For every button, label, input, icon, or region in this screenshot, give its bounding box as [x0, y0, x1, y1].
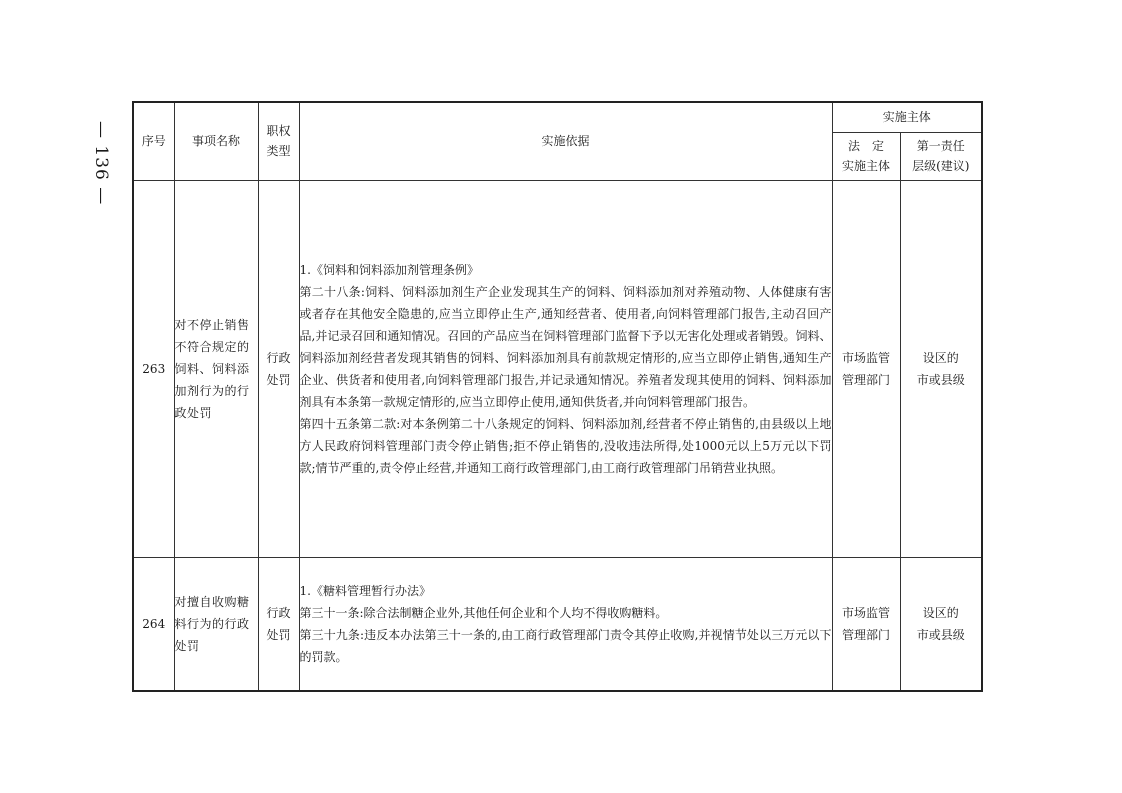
table-row: [133, 557, 982, 691]
header-basis: 实施依据: [299, 102, 832, 180]
row-legal-line2: 管理部门: [841, 627, 890, 642]
row-level-line1: 设区的: [922, 605, 959, 620]
basis-title: 1.《糖料管理暂行办法》: [299, 583, 431, 598]
header-level-line1: 第一责任: [916, 139, 965, 153]
row-item-name: 对擅自收购糖料行为的行政处罚: [174, 557, 258, 691]
basis-article: 第三十一条:除合法制糖企业外,其他任何企业和个人均不得收购糖料。: [299, 605, 668, 620]
basis-article: 第三十九条:违反本办法第三十一条的,由工商行政管理部门责令其停止收购,并视情节处以三万元以下的罚款。: [299, 627, 832, 664]
row-seq: 264: [133, 557, 174, 691]
row-type-line2: 处罚: [266, 627, 291, 642]
enforcement-items-table: [132, 101, 983, 692]
header-item-name: 事项名称: [174, 102, 258, 180]
row-responsibility-level: [900, 557, 982, 691]
row-legal-line1: 市场监管: [841, 350, 890, 365]
basis-article: 第二十八条:饲料、饲料添加剂生产企业发现其生产的饲料、饲料添加剂对养殖动物、人体健康有害或者存在其他安全隐患的,应当立即停止生产,通知经营者、使用者,向饲料管理部门报告,主动召回产品,并记录召回和通知情况。召回的产品应当在饲料管理部门监督下予以无害化处理或者销毁。饲料、饲料添加剂经营者发现其销售的饲料、饲料添加剂具有前款规定情形的,应当立即停止销售,通知生产企业、供货者和使用者,向饲料管理部门报告,并记录通知情况。养殖者发现其使用的饲料、饲料添加剂具有本条第一款规定情形的,应当立即停止使用,通知供货者,并向饲料管理部门报告。: [299, 284, 832, 409]
header-level-line2: 层级(建议): [912, 159, 970, 173]
header-legal-line2: 实施主体: [841, 159, 890, 173]
header-seq: 序号: [133, 102, 174, 180]
row-level-line1: 设区的: [922, 350, 959, 365]
header-responsibility-level: [900, 132, 982, 180]
header-legal-line1: 法 定: [847, 139, 884, 153]
row-item-name: 对不停止销售不符合规定的饲料、饲料添加剂行为的行政处罚: [174, 180, 258, 557]
header-type-line1: 职权: [266, 124, 291, 139]
row-type-line2: 处罚: [266, 372, 291, 387]
row-responsibility-level: [900, 180, 982, 557]
basis-title: 1.《饲料和饲料添加剂管理条例》: [299, 262, 479, 277]
header-legal-subject: [832, 132, 900, 180]
row-legal-line1: 市场监管: [841, 605, 890, 620]
row-level-line2: 市或县级: [916, 627, 965, 642]
row-basis: [299, 557, 832, 691]
header-type-line2: 类型: [266, 144, 291, 159]
row-legal-line2: 管理部门: [841, 372, 890, 387]
row-basis: [299, 180, 832, 557]
row-level-line2: 市或县级: [916, 372, 965, 387]
row-type-line1: 行政: [266, 605, 291, 620]
row-legal-subject: [832, 557, 900, 691]
basis-article: 第四十五条第二款:对本条例第二十八条规定的饲料、饲料添加剂,经营者不停止销售的,由县级以上地方人民政府饲料管理部门责令停止销售;拒不停止销售的,没收违法所得,处1000元以上5万元以下罚款;情节严重的,责令停止经营,并通知工商行政管理部门,由工商行政管理部门吊销营业执照。: [299, 416, 832, 475]
row-type-line1: 行政: [266, 350, 291, 365]
row-seq: 263: [133, 180, 174, 557]
header-authority-type: [258, 102, 299, 180]
row-authority-type: [258, 180, 299, 557]
page-number: — 136 —: [91, 120, 111, 206]
row-legal-subject: [832, 180, 900, 557]
header-implementing-subject: 实施主体: [832, 102, 982, 132]
table-row: [133, 180, 982, 557]
row-authority-type: [258, 557, 299, 691]
